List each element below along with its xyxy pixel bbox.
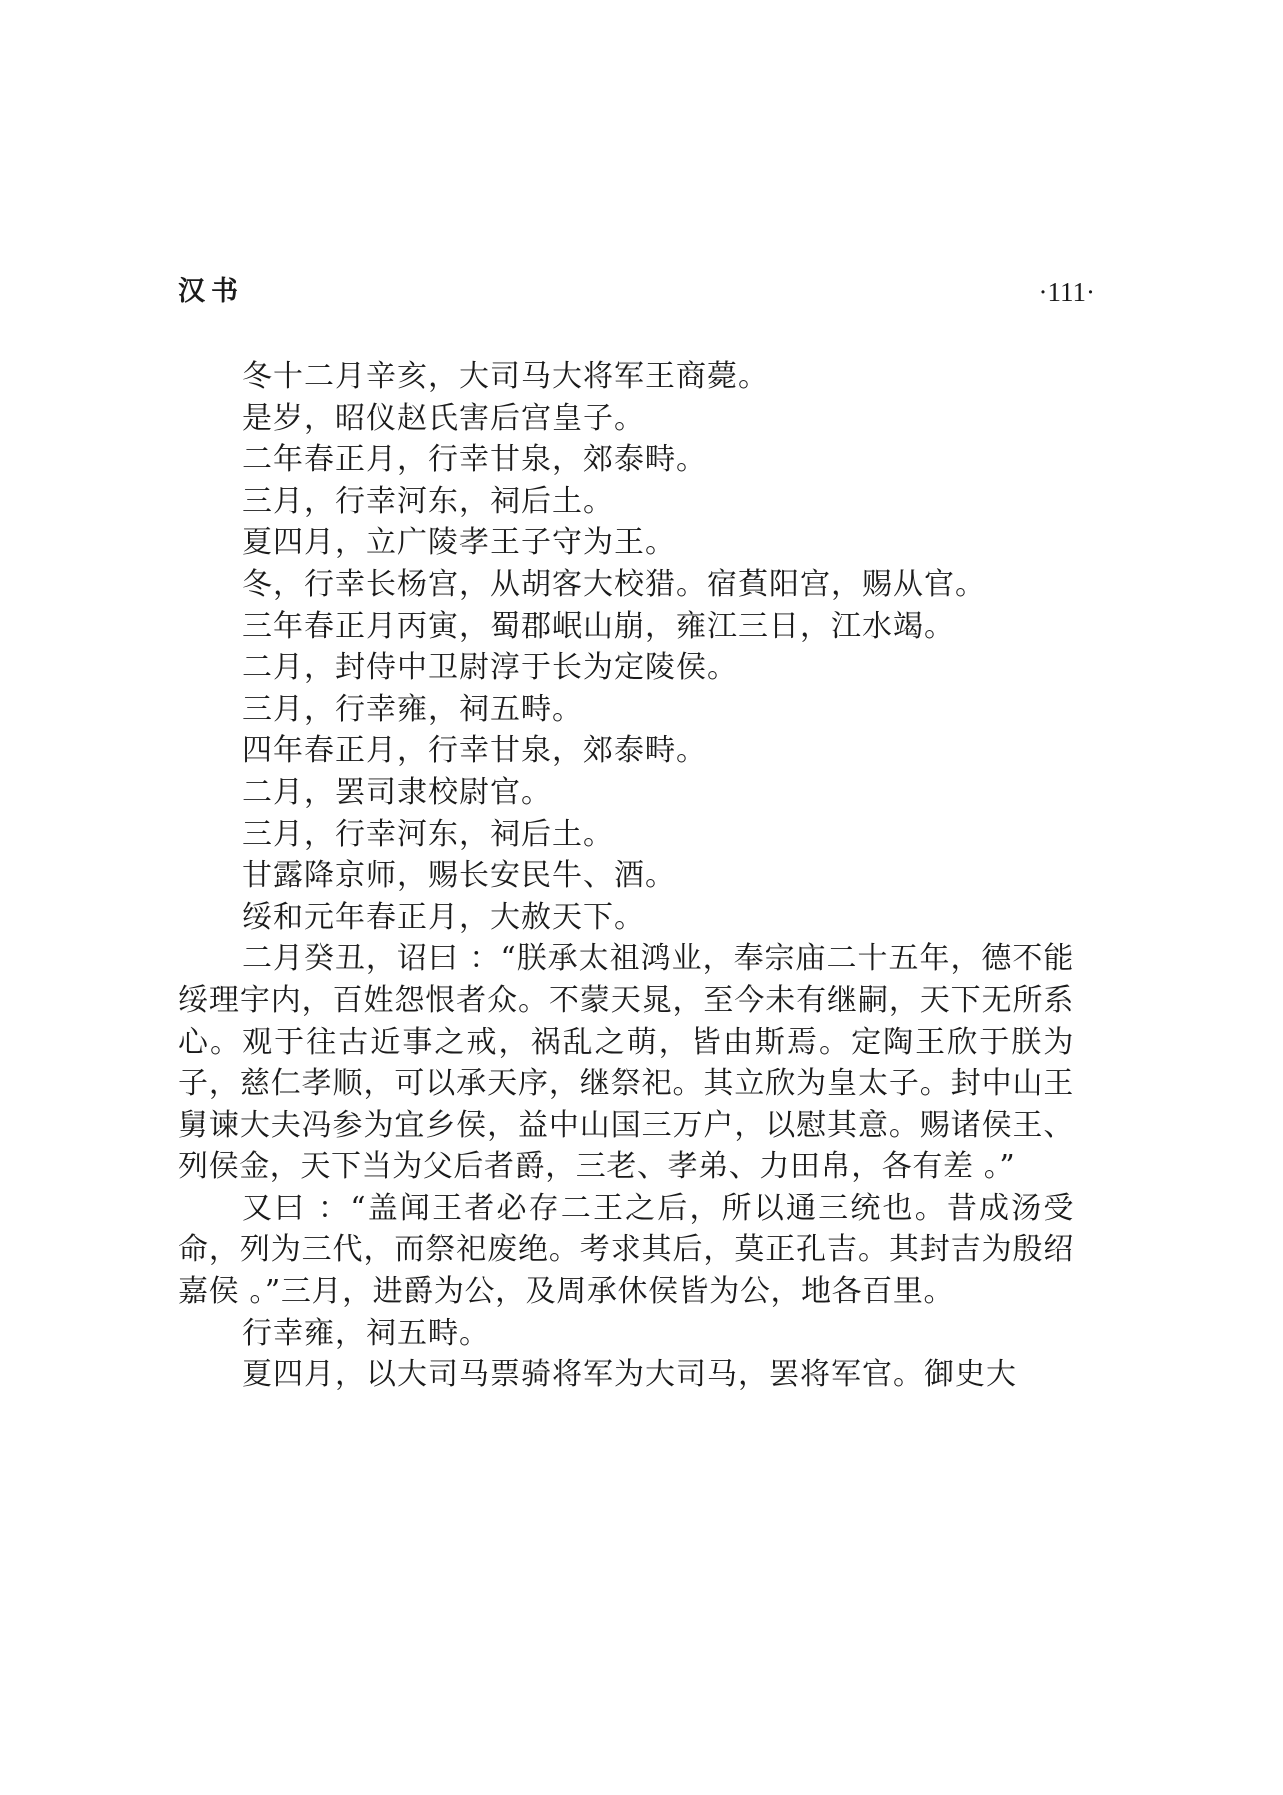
paragraph: 绥和元年春正月，大赦天下。 bbox=[242, 899, 645, 935]
paragraph: 三月，行幸河东，祠后土。 bbox=[242, 483, 614, 519]
body-text bbox=[178, 356, 1074, 1396]
paragraph: 冬十二月辛亥，大司马大将军王商薨。 bbox=[242, 359, 769, 394]
paragraph: 三年春正月丙寅，蜀郡岷山崩，雍江三日，江水竭。 bbox=[242, 608, 955, 644]
page-number: ·111· bbox=[1038, 277, 1095, 307]
paragraph: 夏四月，以大司马票骑将军为大司马，罢将军官。御史大 bbox=[242, 1357, 1017, 1393]
running-header bbox=[178, 270, 1095, 314]
paragraph: 三月，行幸河东，祠后土。 bbox=[242, 816, 614, 852]
paragraph: 冬，行幸长杨宫，从胡客大校猎。宿萯阳宫，赐从官。 bbox=[242, 566, 986, 602]
paragraph: 夏四月，立广陵孝王子守为王。 bbox=[242, 525, 676, 561]
paragraph: 二年春正月，行幸甘泉，郊泰畤。 bbox=[242, 442, 707, 478]
paragraph: 三月，行幸雍，祠五畤。 bbox=[242, 691, 583, 727]
paragraph: 四年春正月，行幸甘泉，郊泰畤。 bbox=[242, 733, 707, 769]
paragraph: 二月，罢司隶校尉官。 bbox=[242, 774, 552, 810]
paragraph: 行幸雍，祠五畤。 bbox=[242, 1315, 490, 1351]
paragraph: 甘露降京师，赐长安民牛、酒。 bbox=[242, 858, 676, 894]
paragraph: 二月癸丑，诏曰 ：“朕承太祖鸿业，奉宗庙二十五年，德不能绥理宇内，百姓怨恨者众。不蒙天晁，至今未有继嗣，天下无所系心。观于往古近事之戒，祸乱之萌，皆由斯焉。定陶王欣于朕为子，慈仁孝顺，可以承天序，继祭祀。其立欣为皇太子。封中山王舅谏大夫冯参为宜乡侯，益中山国三万户，以慰其意。赐诸侯王、列侯金，天下当为父后者爵，三老、孝弟、力田帛，各有差 。” bbox=[178, 941, 1074, 1185]
book-title: 汉书 bbox=[178, 276, 244, 307]
paragraph: 是岁，昭仪赵氏害后宫皇子。 bbox=[242, 400, 645, 436]
paragraph: 二月，封侍中卫尉淳于长为定陵侯。 bbox=[242, 650, 738, 686]
paragraph: 又曰 ：“盖闻王者必存二王之后，所以通三统也。昔成汤受命，列为三代，而祭祀废绝。考求其后，莫正孔吉。其封吉为殷绍嘉侯 。”三月，进爵为公，及周承休侯皆为公，地各百里。 bbox=[178, 1190, 1074, 1310]
